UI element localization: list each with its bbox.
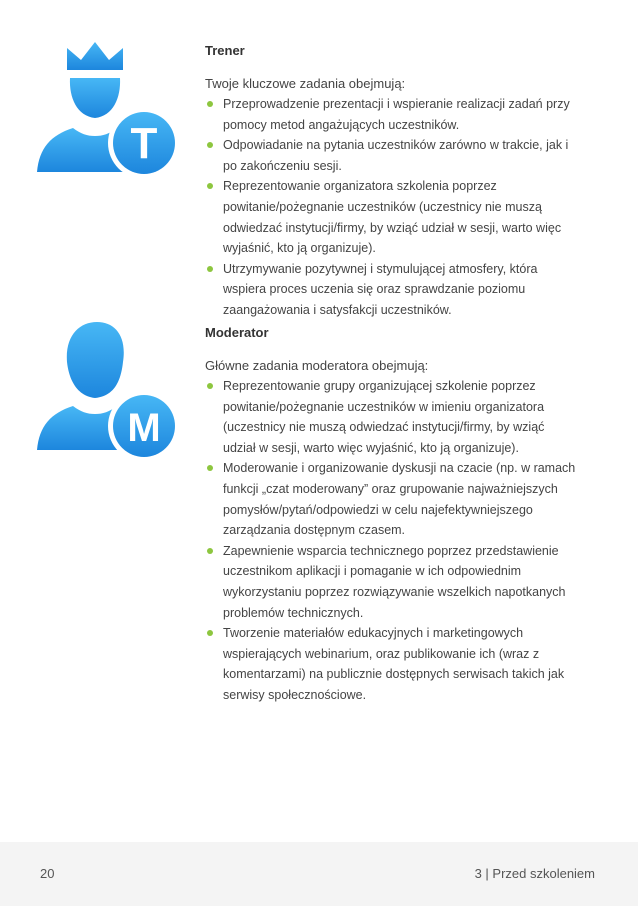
list-item-text: Tworzenie materiałów edukacyjnych i marketingowych wspierających webinarium, oraz publikowanie ich (wraz z komentarzami) na publicznie dostępnych serwisach takich jak serwisy społecznościowe. — [223, 626, 565, 702]
list-item-text: Przeprowadzenie prezentacji i wspieranie realizacji zadań przy pomocy metod angażujących uczestników. — [223, 97, 570, 132]
list-item — [205, 259, 580, 321]
moderator-avatar-letter: M — [127, 406, 161, 450]
list-item-text: Zapewnienie wsparcia technicznego poprzez przedstawienie uczestnikom aplikacji i pomaganie w ich odpowiednim wykorzystaniu poprzez rozwiązywanie wszelkich napotkanych problemów technicznych. — [223, 543, 566, 620]
bullet-dot-icon — [207, 142, 213, 148]
list-item — [205, 458, 580, 540]
trainer-intro: Twoje kluczowe zadania obejmują: — [205, 76, 406, 91]
bullet-dot-icon — [207, 101, 213, 107]
moderator-title: Moderator — [205, 325, 269, 340]
bullet-dot-icon — [207, 183, 213, 189]
list-item-text: Utrzymywanie pozytywnej i stymulującej atmosfery, która wspiera proces uczenia się oraz sprawdzanie poziomu zaangażowania i satysfakcji uczestników. — [223, 261, 538, 317]
list-item — [205, 176, 580, 258]
moderator-user-icon — [37, 318, 187, 458]
bullet-dot-icon — [207, 548, 213, 554]
trainer-section — [205, 42, 580, 321]
page-number: 20 — [40, 866, 55, 881]
page-footer — [0, 842, 638, 906]
list-item — [205, 135, 580, 176]
trainer-avatar-letter: T — [130, 119, 158, 168]
list-item — [205, 94, 580, 135]
list-item-text: Reprezentowanie organizatora szkolenia poprzez powitanie/pożegnanie uczestników (uczestnicy nie muszą odwiedzać instytucji/firmy, by wziąć udział w sesji, warto więc wyjaśnić, kto ją organizuje). — [223, 179, 562, 256]
trainer-task-list — [205, 94, 580, 321]
bullet-dot-icon — [207, 630, 213, 636]
bullet-dot-icon — [207, 383, 213, 389]
bullet-dot-icon — [207, 266, 213, 272]
trainer-crown-user-icon — [37, 40, 187, 180]
trainer-title: Trener — [205, 43, 245, 58]
list-item-text: Reprezentowanie grupy organizującej szkolenie poprzez powitanie/pożegnanie uczestników w imieniu organizatora (uczestnicy nie muszą odwiedzać instytucji/firmy, by wziąć udział w sesji, warto więc wyjaśnić, kto ją organizuje). — [223, 379, 545, 455]
list-item — [205, 623, 580, 705]
moderator-intro: Główne zadania moderatora obejmują: — [205, 358, 429, 373]
moderator-section — [205, 324, 580, 706]
chapter-label: 3 | Przed szkoleniem — [474, 866, 595, 881]
moderator-task-list — [205, 376, 580, 706]
bullet-dot-icon — [207, 465, 213, 471]
list-item — [205, 541, 580, 623]
list-item-text: Moderowanie i organizowanie dyskusji na czacie (np. w ramach funkcji „czat moderowany” oraz grupowanie najważniejszych pomysłów/pytań/odpowiedzi w celu najefektywniejszego zarządzania dostępnym czasem. — [223, 461, 576, 538]
list-item-text: Odpowiadanie na pytania uczestników zarówno w trakcie, jak i po zakończeniu sesji. — [223, 138, 569, 173]
list-item — [205, 376, 580, 458]
